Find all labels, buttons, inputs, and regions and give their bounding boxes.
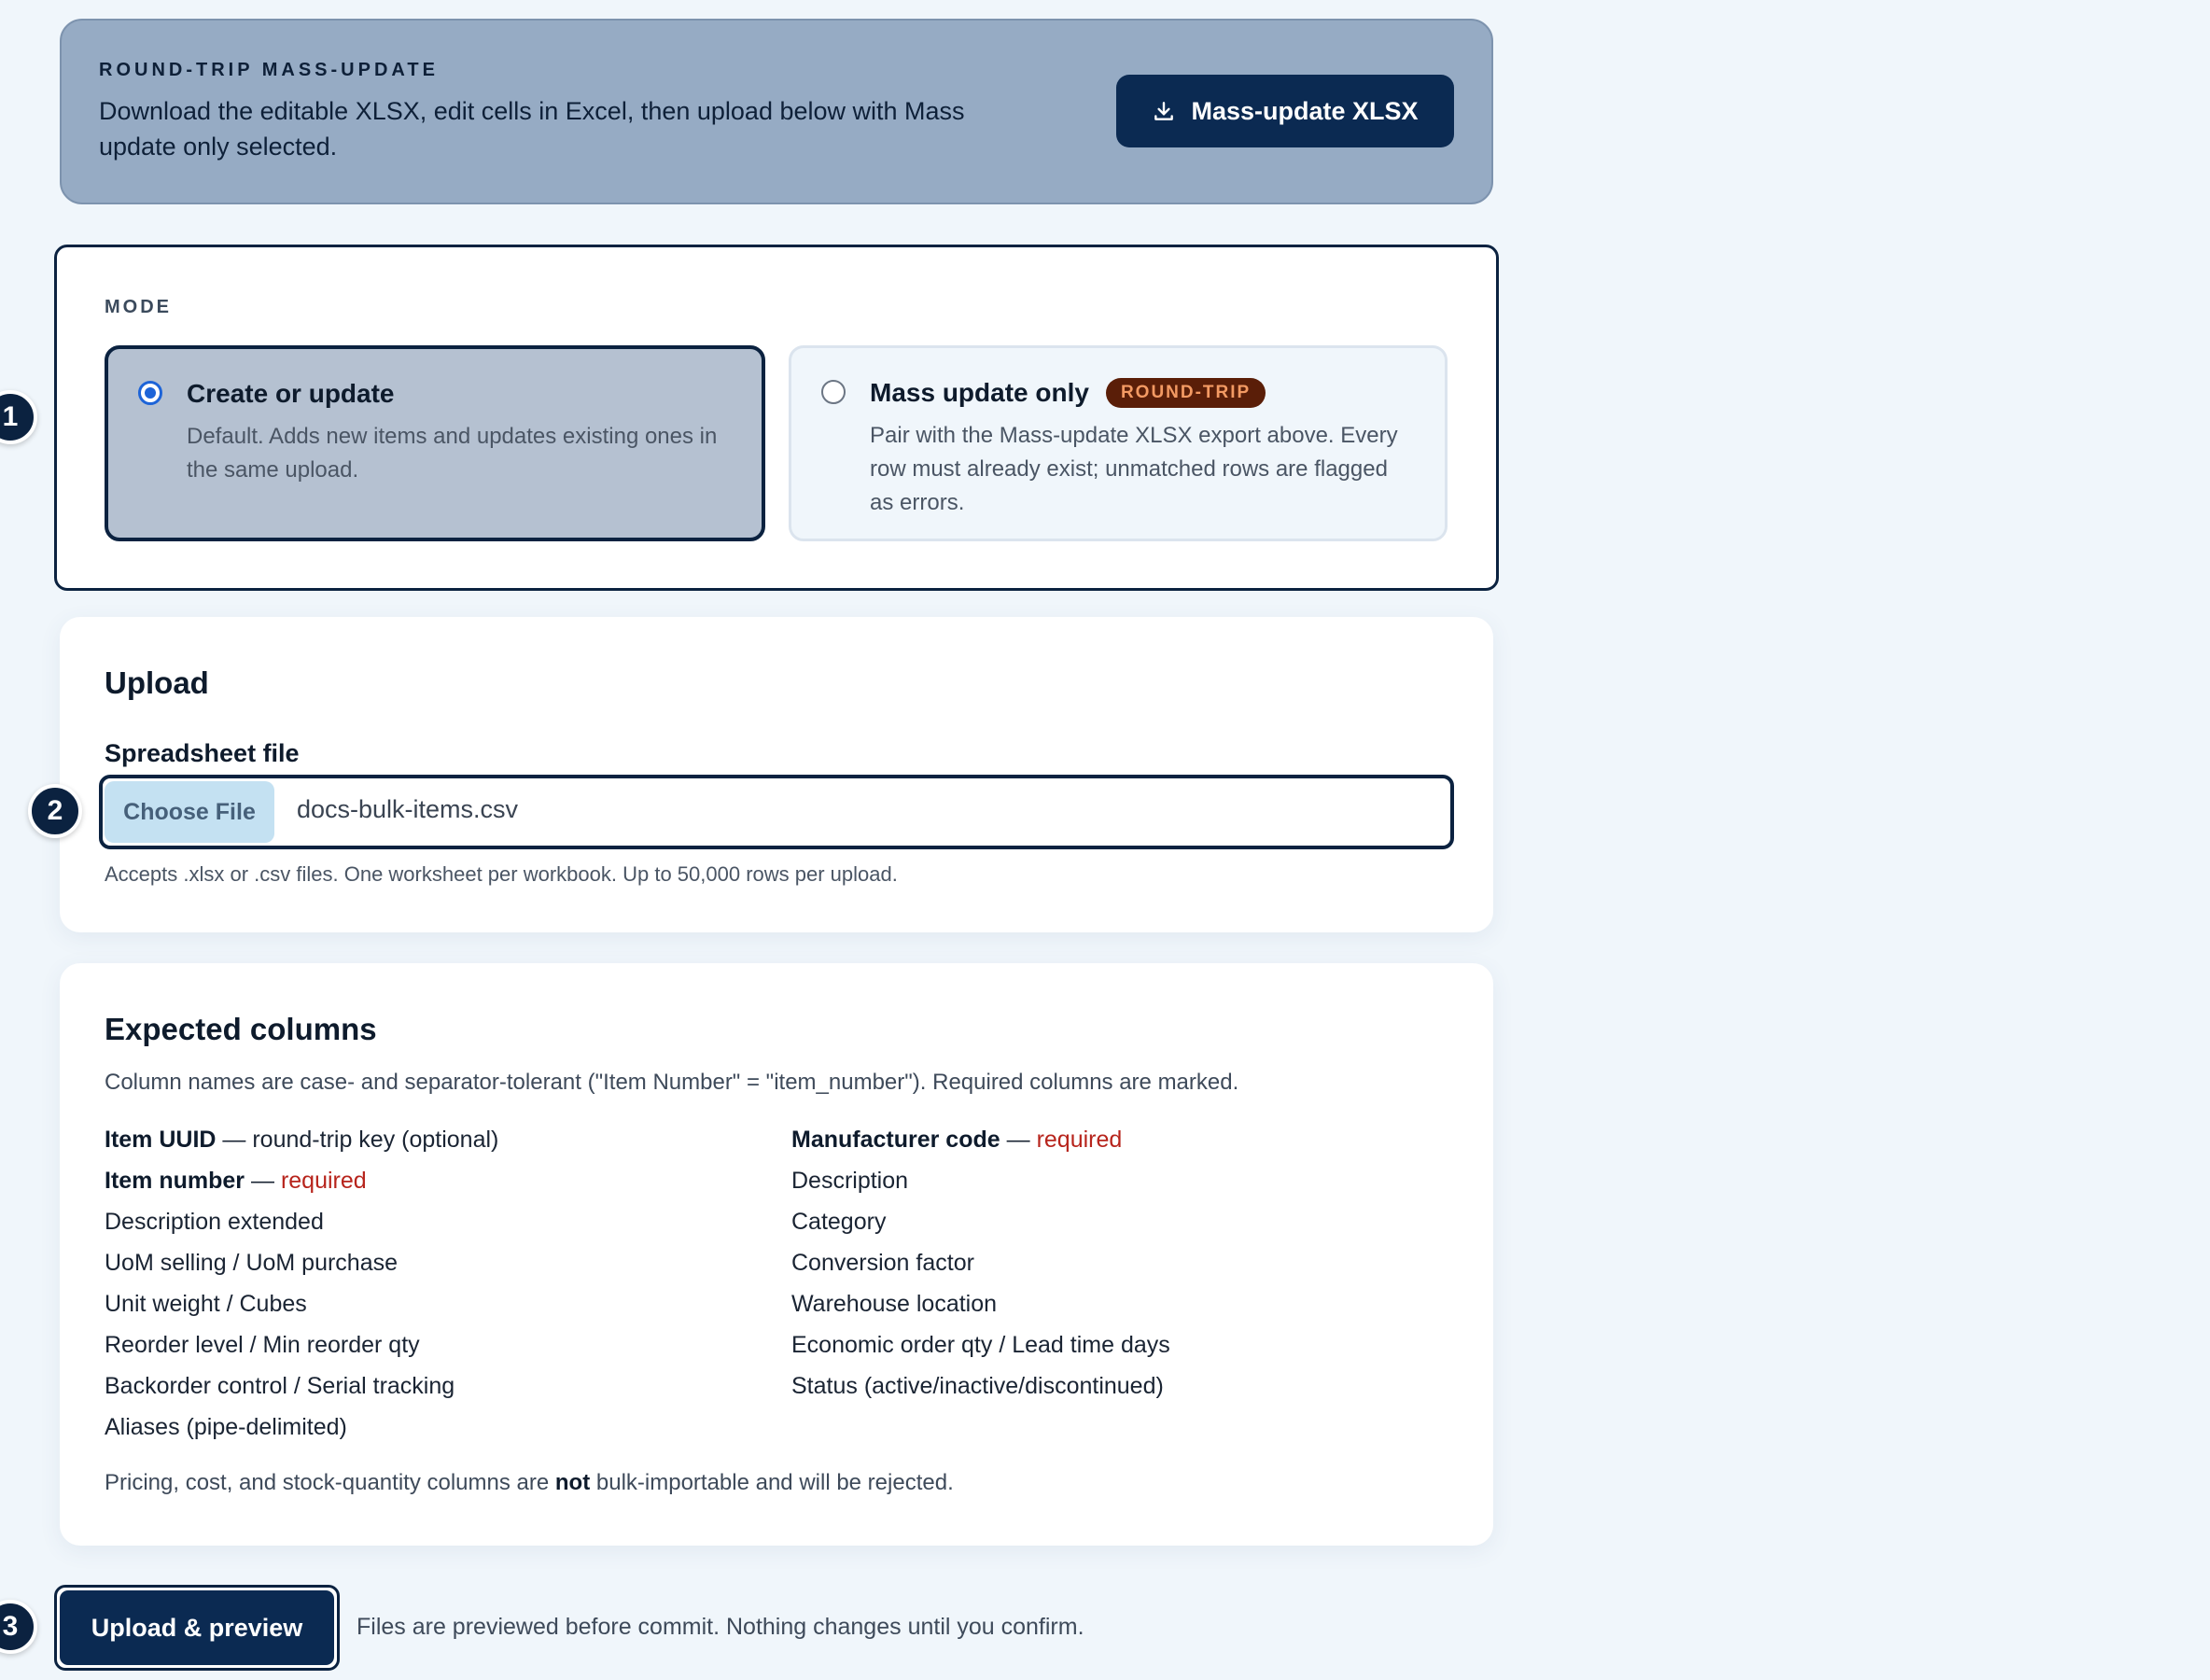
column-backorder-control: Backorder control / Serial tracking bbox=[105, 1373, 455, 1399]
column-manufacturer-code: Manufacturer code — required bbox=[791, 1127, 1123, 1153]
column-description: Description bbox=[791, 1168, 909, 1194]
preview-note: Files are previewed before commit. Nothing changes until you confirm. bbox=[357, 1614, 1084, 1640]
column-conversion-factor: Conversion factor bbox=[791, 1250, 974, 1276]
banner-text: Download the editable XLSX, edit cells in Excel, then upload below with Mass update only selected. bbox=[99, 97, 965, 161]
mass-update-only-title: Mass update only bbox=[870, 378, 1089, 407]
round-trip-badge: ROUND-TRIP bbox=[1106, 378, 1266, 408]
mode-option-create-or-update[interactable] bbox=[105, 345, 765, 541]
column-warehouse-location: Warehouse location bbox=[791, 1291, 998, 1317]
column-item-uuid: Item UUID — round-trip key (optional) bbox=[105, 1127, 499, 1153]
choose-file-button[interactable]: Choose File bbox=[105, 781, 274, 843]
mass-update-only-description: Pair with the Mass-update XLSX export above. Every row must already exist; unmatched rows are flagged as errors. bbox=[870, 423, 1398, 515]
rejected-columns-note: Pricing, cost, and stock-quantity columns are not bulk-importable and will be rejected. bbox=[105, 1470, 954, 1495]
step-marker-2: 2 bbox=[28, 784, 82, 838]
upload-hint: Accepts .xlsx or .csv files. One worksheet per workbook. Up to 50,000 rows per upload. bbox=[105, 862, 898, 886]
mode-kicker: MODE bbox=[105, 297, 172, 317]
mass-update-only-radio[interactable] bbox=[821, 380, 846, 404]
mode-option-mass-update-only[interactable] bbox=[789, 345, 1448, 541]
column-aliases: Aliases (pipe-delimited) bbox=[105, 1414, 347, 1440]
column-item-number: Item number — required bbox=[105, 1168, 367, 1194]
column-uom: UoM selling / UoM purchase bbox=[105, 1250, 399, 1276]
column-economic-order-qty: Economic order qty / Lead time days bbox=[791, 1332, 1170, 1358]
column-unit-weight: Unit weight / Cubes bbox=[105, 1291, 307, 1317]
mass-update-xlsx-button[interactable] bbox=[1116, 75, 1454, 147]
mass-update-xlsx-label: Mass-update XLSX bbox=[1191, 96, 1419, 125]
column-reorder-level: Reorder level / Min reorder qty bbox=[105, 1332, 420, 1358]
download-icon bbox=[1152, 99, 1176, 123]
create-or-update-title: Create or update bbox=[187, 379, 395, 408]
column-category: Category bbox=[791, 1209, 887, 1235]
selected-file-name: docs-bulk-items.csv bbox=[297, 795, 519, 823]
create-or-update-radio[interactable] bbox=[138, 381, 162, 405]
create-or-update-description: Default. Adds new items and updates existing ones in the same upload. bbox=[187, 424, 718, 483]
banner-kicker: ROUND-TRIP MASS-UPDATE bbox=[99, 60, 439, 80]
spreadsheet-file-label: Spreadsheet file bbox=[105, 739, 300, 767]
column-description-extended: Description extended bbox=[105, 1209, 324, 1235]
step-marker-1: 1 bbox=[0, 390, 37, 444]
upload-and-preview-button[interactable]: Upload & preview bbox=[60, 1590, 334, 1665]
column-status: Status (active/inactive/discontinued) bbox=[791, 1373, 1164, 1399]
step-marker-3: 3 bbox=[0, 1600, 37, 1654]
expected-columns-title: Expected columns bbox=[105, 1012, 377, 1046]
columns-note: Column names are case- and separator-tolerant ("Item Number" = "item_number"). Required columns are marked. bbox=[105, 1070, 1239, 1095]
upload-title: Upload bbox=[105, 665, 209, 700]
